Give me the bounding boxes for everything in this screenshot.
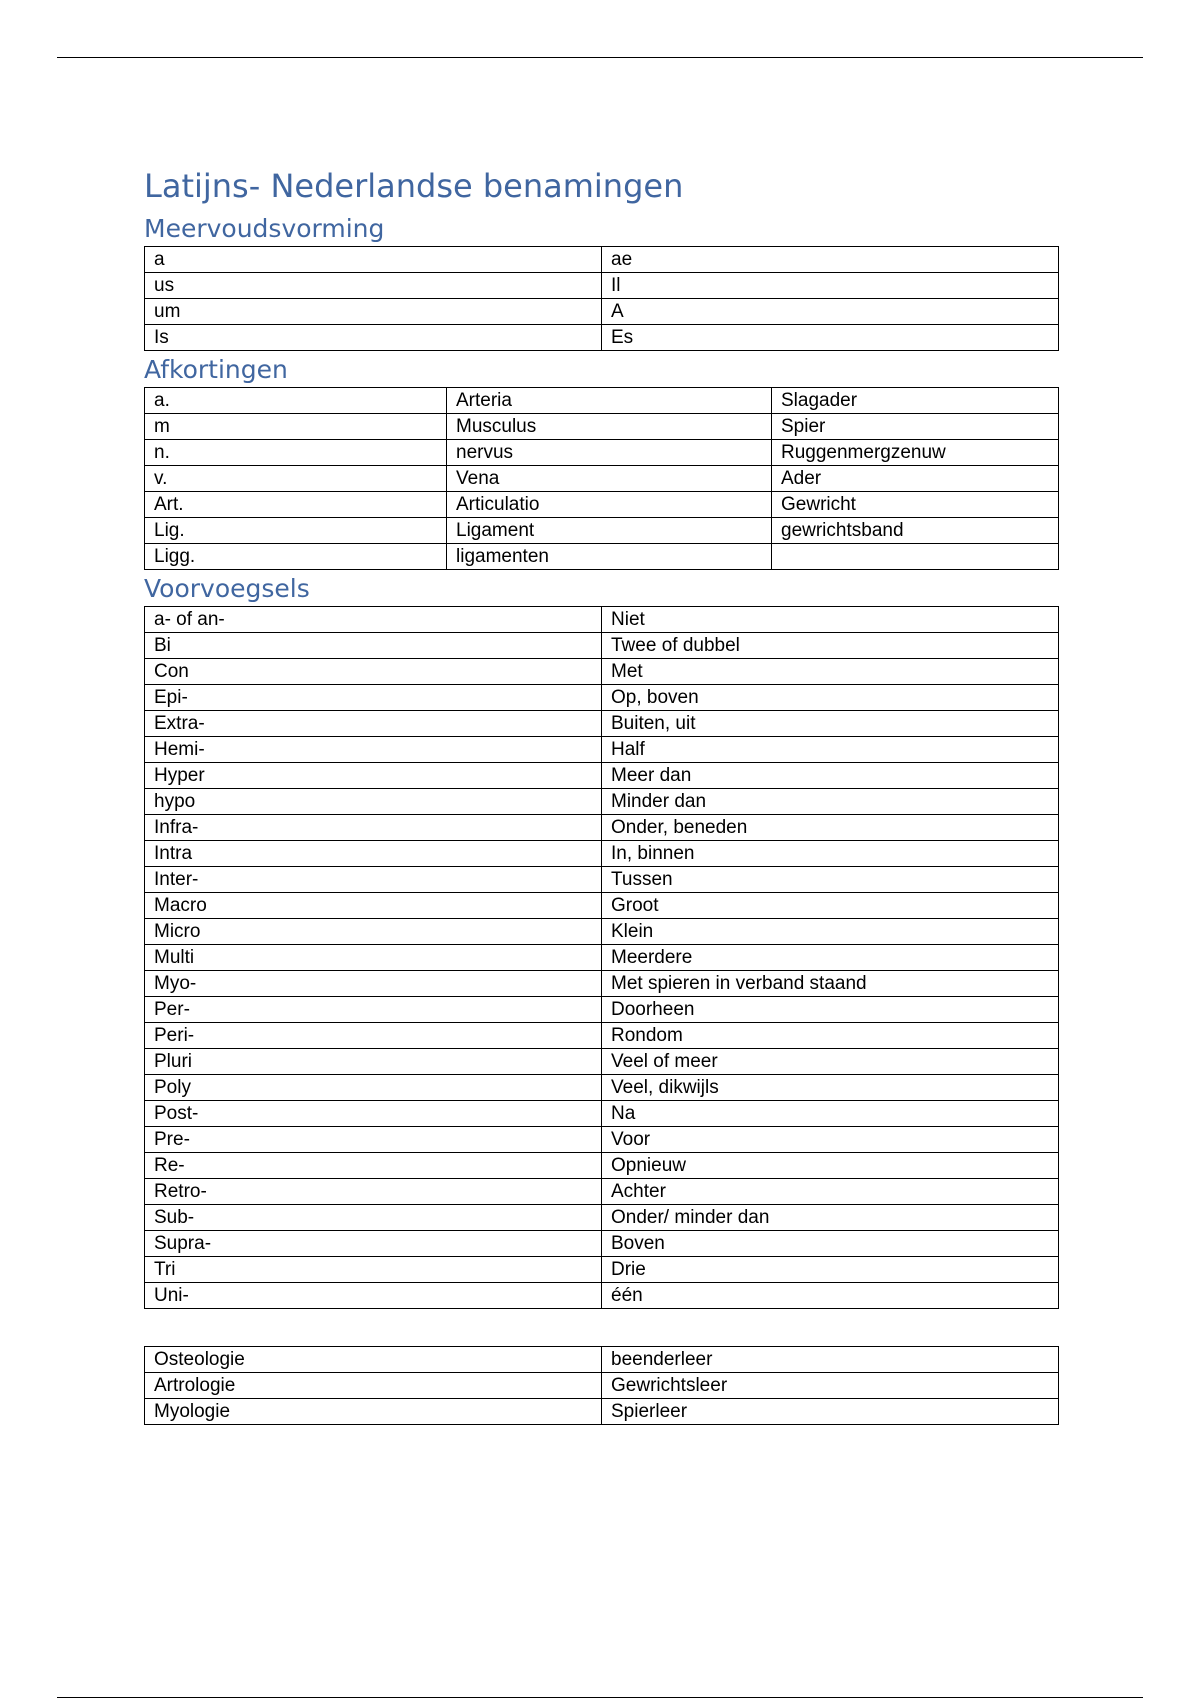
table-row xyxy=(145,1347,1059,1373)
table-cell: Myo- xyxy=(145,971,602,997)
table-cell: Klein xyxy=(602,919,1059,945)
table-cell: Infra- xyxy=(145,815,602,841)
table-voorvoegsels xyxy=(144,606,1059,1309)
table-cell: Lig. xyxy=(145,518,447,544)
table-cell: m xyxy=(145,414,447,440)
table-row xyxy=(145,466,1059,492)
table-cell: Meerdere xyxy=(602,945,1059,971)
table-cell: Rondom xyxy=(602,1023,1059,1049)
table-row xyxy=(145,1101,1059,1127)
table-cell: Na xyxy=(602,1101,1059,1127)
table-cell: Peri- xyxy=(145,1023,602,1049)
table-row xyxy=(145,544,1059,570)
table-row xyxy=(145,1153,1059,1179)
table-cell: a xyxy=(145,247,602,273)
table-cell: Voor xyxy=(602,1127,1059,1153)
table-cell: Veel, dikwijls xyxy=(602,1075,1059,1101)
table-cell: Buiten, uit xyxy=(602,711,1059,737)
table-row xyxy=(145,841,1059,867)
table-cell: a. xyxy=(145,388,447,414)
table-cell: Hyper xyxy=(145,763,602,789)
table-cell: Multi xyxy=(145,945,602,971)
table-cell: Opnieuw xyxy=(602,1153,1059,1179)
table-cell: hypo xyxy=(145,789,602,815)
table-cell: Gewricht xyxy=(772,492,1059,518)
table-cell: Il xyxy=(602,273,1059,299)
document-body xyxy=(144,160,1058,1425)
table-cell: Con xyxy=(145,659,602,685)
table-cell: Artrologie xyxy=(145,1373,602,1399)
table-row xyxy=(145,789,1059,815)
table-row xyxy=(145,492,1059,518)
table-cell: Boven xyxy=(602,1231,1059,1257)
table-cell: Supra- xyxy=(145,1231,602,1257)
table-cell: Retro- xyxy=(145,1179,602,1205)
table-cell: Pluri xyxy=(145,1049,602,1075)
table-cell: Osteologie xyxy=(145,1347,602,1373)
table-cell: Groot xyxy=(602,893,1059,919)
table-row xyxy=(145,518,1059,544)
table-row xyxy=(145,685,1059,711)
table-row xyxy=(145,247,1059,273)
table-cell: um xyxy=(145,299,602,325)
table-row xyxy=(145,325,1059,351)
table-cell: gewrichtsband xyxy=(772,518,1059,544)
table-cell: Per- xyxy=(145,997,602,1023)
table-row xyxy=(145,273,1059,299)
table-cell xyxy=(772,544,1059,570)
heading-voorvoegsels: Voorvoegsels xyxy=(144,574,310,603)
table-cell: Spierleer xyxy=(602,1399,1059,1425)
table-cell: Twee of dubbel xyxy=(602,633,1059,659)
table-cell: Met xyxy=(602,659,1059,685)
table-cell: Tussen xyxy=(602,867,1059,893)
table-cell: Sub- xyxy=(145,1205,602,1231)
table-cell: n. xyxy=(145,440,447,466)
table-row xyxy=(145,1179,1059,1205)
table-cell: Re- xyxy=(145,1153,602,1179)
table-cell: a- of an- xyxy=(145,607,602,633)
table-cell: beenderleer xyxy=(602,1347,1059,1373)
table-cell: Onder/ minder dan xyxy=(602,1205,1059,1231)
table-row xyxy=(145,945,1059,971)
header-rule xyxy=(57,57,1143,58)
table-cell: Es xyxy=(602,325,1059,351)
table-meervoudsvorming xyxy=(144,246,1059,351)
table-row xyxy=(145,414,1059,440)
table-cell: Post- xyxy=(145,1101,602,1127)
table-afkortingen xyxy=(144,387,1059,570)
table-leer xyxy=(144,1346,1059,1425)
table-cell: Ligament xyxy=(447,518,772,544)
table-cell: Achter xyxy=(602,1179,1059,1205)
table-row xyxy=(145,737,1059,763)
table-row xyxy=(145,1231,1059,1257)
table-row xyxy=(145,867,1059,893)
table-cell: Vena xyxy=(447,466,772,492)
table-cell: Half xyxy=(602,737,1059,763)
table-cell: Articulatio xyxy=(447,492,772,518)
table-row xyxy=(145,1399,1059,1425)
table-cell: Arteria xyxy=(447,388,772,414)
table-cell: Onder, beneden xyxy=(602,815,1059,841)
table-cell: Art. xyxy=(145,492,447,518)
table-cell: Niet xyxy=(602,607,1059,633)
table-row xyxy=(145,971,1059,997)
table-cell: Bi xyxy=(145,633,602,659)
page-title: Latijns- Nederlandse benamingen xyxy=(144,167,684,205)
table-cell: ae xyxy=(602,247,1059,273)
heading-meervoudsvorming: Meervoudsvorming xyxy=(144,214,385,243)
table-cell: Hemi- xyxy=(145,737,602,763)
table-cell: Micro xyxy=(145,919,602,945)
table-cell: één xyxy=(602,1283,1059,1309)
table-row xyxy=(145,299,1059,325)
table-cell: Slagader xyxy=(772,388,1059,414)
table-cell: Minder dan xyxy=(602,789,1059,815)
table-row xyxy=(145,1049,1059,1075)
table-cell: A xyxy=(602,299,1059,325)
table-spacer xyxy=(144,1309,1058,1346)
table-cell: v. xyxy=(145,466,447,492)
table-cell: Pre- xyxy=(145,1127,602,1153)
table-row xyxy=(145,607,1059,633)
table-cell: Veel of meer xyxy=(602,1049,1059,1075)
table-cell: nervus xyxy=(447,440,772,466)
table-row xyxy=(145,1283,1059,1309)
table-cell: Epi- xyxy=(145,685,602,711)
table-cell: Met spieren in verband staand xyxy=(602,971,1059,997)
table-cell: Gewrichtsleer xyxy=(602,1373,1059,1399)
table-cell: Is xyxy=(145,325,602,351)
table-row xyxy=(145,1127,1059,1153)
table-row xyxy=(145,440,1059,466)
table-cell: Poly xyxy=(145,1075,602,1101)
table-cell: Intra xyxy=(145,841,602,867)
table-cell: In, binnen xyxy=(602,841,1059,867)
table-row xyxy=(145,711,1059,737)
table-cell: Drie xyxy=(602,1257,1059,1283)
footer-rule xyxy=(57,1697,1143,1698)
table-row xyxy=(145,1023,1059,1049)
table-cell: ligamenten xyxy=(447,544,772,570)
table-cell: Spier xyxy=(772,414,1059,440)
table-row xyxy=(145,919,1059,945)
heading-afkortingen: Afkortingen xyxy=(144,355,288,384)
table-cell: Uni- xyxy=(145,1283,602,1309)
table-row xyxy=(145,763,1059,789)
table-cell: Ader xyxy=(772,466,1059,492)
table-cell: us xyxy=(145,273,602,299)
table-cell: Tri xyxy=(145,1257,602,1283)
table-row xyxy=(145,1257,1059,1283)
table-row xyxy=(145,997,1059,1023)
table-cell: Musculus xyxy=(447,414,772,440)
table-row xyxy=(145,1075,1059,1101)
table-row xyxy=(145,893,1059,919)
table-cell: Op, boven xyxy=(602,685,1059,711)
table-cell: Myologie xyxy=(145,1399,602,1425)
table-row xyxy=(145,388,1059,414)
table-row xyxy=(145,1205,1059,1231)
table-row xyxy=(145,1373,1059,1399)
table-cell: Meer dan xyxy=(602,763,1059,789)
table-cell: Inter- xyxy=(145,867,602,893)
table-cell: Extra- xyxy=(145,711,602,737)
table-cell: Doorheen xyxy=(602,997,1059,1023)
table-cell: Ligg. xyxy=(145,544,447,570)
table-row xyxy=(145,633,1059,659)
table-cell: Macro xyxy=(145,893,602,919)
table-row xyxy=(145,815,1059,841)
table-row xyxy=(145,659,1059,685)
table-cell: Ruggenmergzenuw xyxy=(772,440,1059,466)
